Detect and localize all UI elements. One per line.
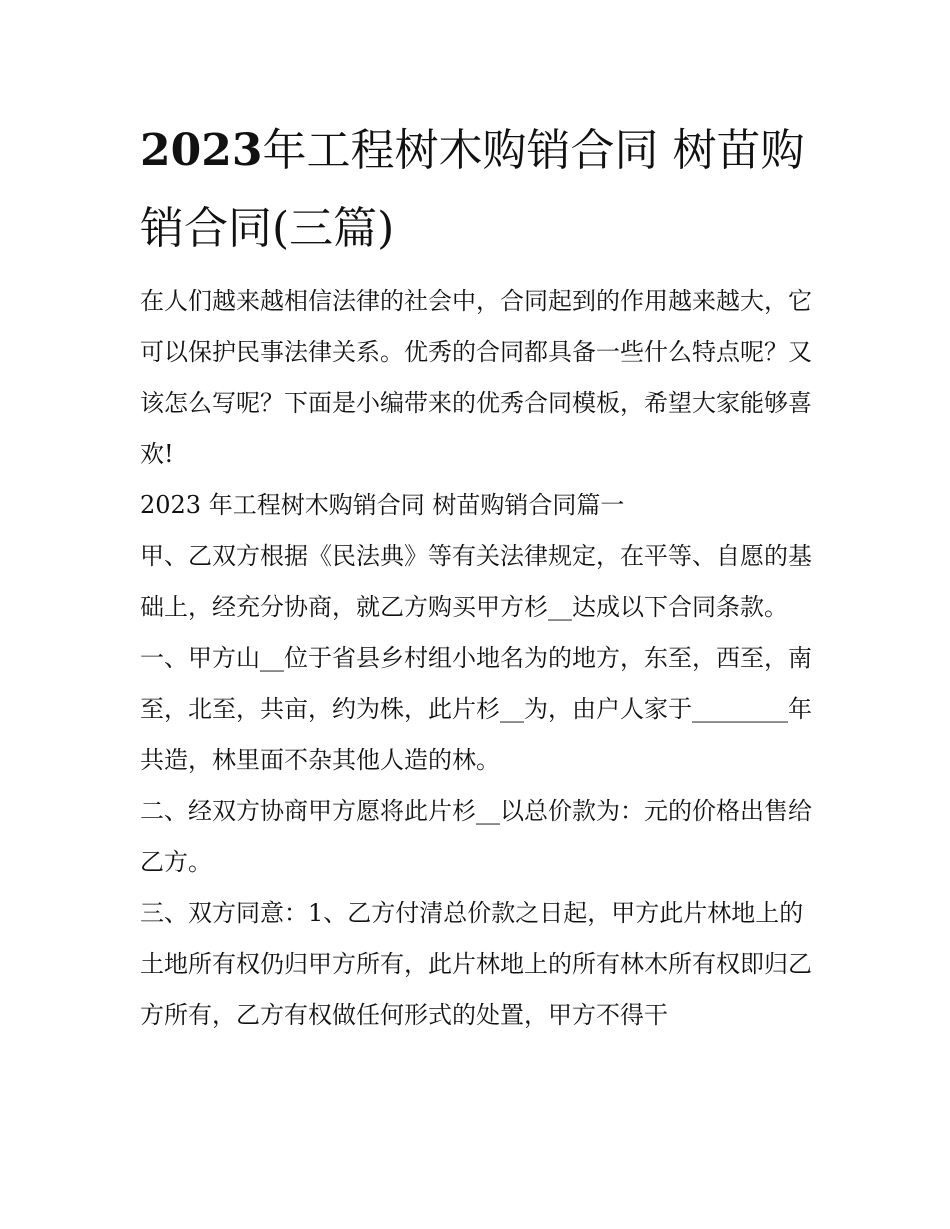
clause-three: 三、双方同意：1、乙方付清总价款之日起，甲方此片林地上的土地所有权仍归甲方所有，此片林地上的所有林木所有权即归乙方所有，乙方有权做任何形式的处置，甲方不得干 (140, 899, 812, 1029)
clause-two: 二、经双方协商甲方愿将此片杉__以总价款为：元的价格出售给乙方。 (140, 797, 812, 876)
document-body (140, 276, 820, 1041)
contract-preamble: 甲、乙双方根据《民法典》等有关法律规定，在平等、自愿的基础上，经充分协商，就乙方购买甲方杉__达成以下合同条款。 (140, 542, 812, 621)
intro-paragraph: 在人们越来越相信法律的社会中，合同起到的作用越来越大，它可以保护民事法律关系。优秀的合同都具备一些什么特点呢？又该怎么写呢？下面是小编带来的优秀合同模板，希望大家能够喜欢! (140, 287, 812, 468)
clause-one: 一、甲方山__位于省县乡村组小地名为的地方，东至，西至，南至，北至，共亩，约为株，此片杉__为，由户人家于________年共造，林里面不杂其他人造的林。 (140, 644, 812, 774)
document-title (140, 112, 820, 268)
section-heading: 2023 年工程树木购销合同 树苗购销合同篇一 (140, 491, 625, 519)
title-year: 2023 (140, 125, 263, 176)
title-text: 年工程树木购销合同 树苗购销合同(三篇) (140, 125, 805, 254)
